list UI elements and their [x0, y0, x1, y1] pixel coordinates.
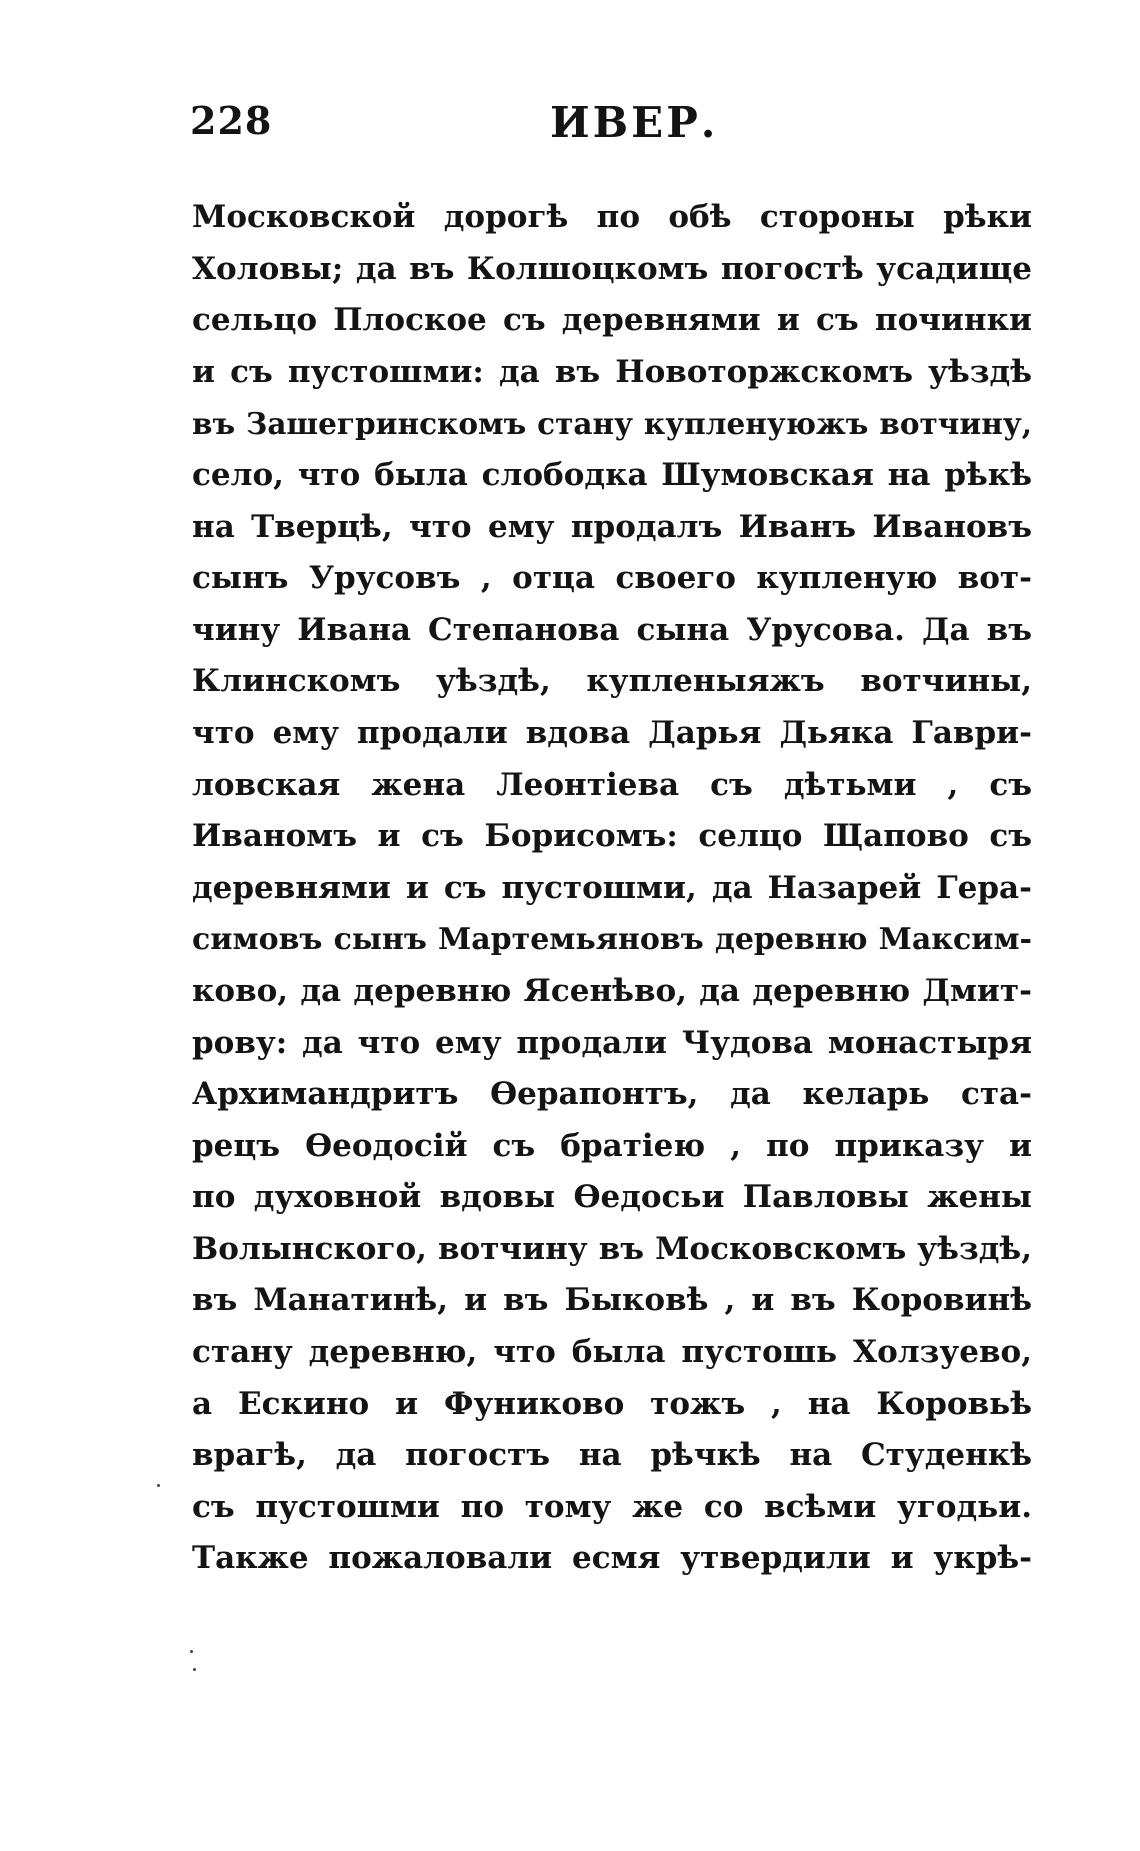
- text-line: Иваномъ и съ Борисомъ: селцо Щапово съ: [192, 818, 1032, 855]
- text-line: ловская жена Леонтіева съ дѣтьми , съ: [192, 766, 1032, 803]
- text-line: симовъ сынъ Мартемьяновъ деревню Максим-: [192, 922, 1032, 958]
- text-line: Также пожаловали есмя утвердили и укрѣ-: [192, 1540, 1032, 1577]
- text-line: стану деревню, что была пустошь Холзуево,: [192, 1334, 1032, 1371]
- running-head: ИВЕР.: [550, 98, 719, 147]
- text-line: Архимандритъ Ѳерапонтъ, да келарь ста-: [192, 1076, 1032, 1113]
- text-line: сельцо Плоское съ деревнями и съ починки: [192, 302, 1032, 339]
- text-line: Волынского, вотчину въ Московскомъ уѣздѣ,: [192, 1230, 1032, 1267]
- text-line: въ Зашегринскомъ стану купленуюжъ вотчину,: [192, 406, 1032, 442]
- text-line: по духовной вдовы Ѳедосьи Павловы жены: [192, 1179, 1032, 1216]
- print-speck: [157, 1484, 160, 1487]
- text-line: и съ пустошми: да въ Новоторжскомъ уѣздѣ: [192, 353, 1032, 390]
- text-line: деревнями и съ пустошми, да Назарей Гера-: [192, 869, 1032, 906]
- text-line: Московской дорогѣ по обѣ стороны рѣки: [192, 199, 1032, 235]
- text-line: что ему продали вдова Дарья Дьяка Гаври-: [192, 714, 1032, 751]
- text-line: село, что была слободка Шумовская на рѣкѣ: [192, 456, 1032, 493]
- text-line: на Тверцѣ, что ему продалъ Иванъ Ивановъ: [192, 508, 1032, 545]
- text-line: рову: да что ему продали Чудова монастыря: [192, 1024, 1032, 1061]
- body-text: [192, 192, 1032, 1585]
- text-line: ково, да деревню Ясенѣво, да деревню Дмит-: [192, 972, 1032, 1009]
- text-line: съ пустошми по тому же со всѣми угодьи.: [192, 1488, 1032, 1525]
- text-line: сынъ Урусовъ , отца своего купленую вот-: [192, 560, 1032, 597]
- text-line: рецъ Ѳеодосій съ братіею , по приказу и: [192, 1127, 1032, 1164]
- print-speck: [193, 1668, 196, 1671]
- text-line: въ Манатинѣ, и въ Быковѣ , и въ Коровинѣ: [192, 1282, 1032, 1319]
- text-line: чину Ивана Степанова сына Урусова. Да въ: [192, 611, 1032, 648]
- text-line: а Ескино и Фуниково тожъ , на Коровьѣ: [192, 1385, 1032, 1422]
- page-header: [190, 98, 1030, 158]
- text-line: врагѣ, да погостъ на рѣчкѣ на Студенкѣ: [192, 1437, 1032, 1474]
- page-number: 228: [190, 98, 273, 143]
- text-line: Клинскомъ уѣздѣ, купленыяжъ вотчины,: [192, 663, 1032, 700]
- text-line: Холовы; да въ Колшоцкомъ погостѣ усадище: [192, 250, 1032, 287]
- print-speck: [190, 1650, 193, 1653]
